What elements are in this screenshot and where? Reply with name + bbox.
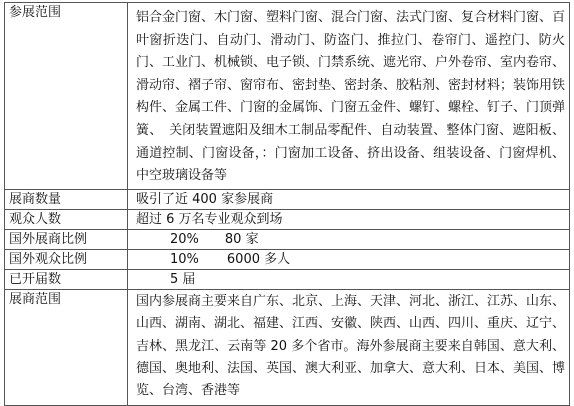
row-value <box>128 269 570 289</box>
exhibitor-count-text: 吸引了近 400 家参展商 <box>128 189 570 209</box>
row-label: 参展范围 <box>5 3 128 190</box>
table-row <box>5 209 570 229</box>
exhibition-info-table <box>4 2 570 406</box>
exhibitor-origin-text: 国内参展商主要来自广东、北京、上海、天津、河北、浙江、江苏、山东、山西、湖南、湖北、福建、江西、安徽、陕西、山西、四川、重庆、辽宁、吉林、黑龙江、云南等 20 多个省市。海外参展商主要来自韩国、意大利、德国、奥地利、法国、英国、澳大利亚、加拿大、意大利、日本、美国、博览、台湾、香港等 <box>136 293 566 399</box>
exhibit-scope-text: 铝合金门窗、木门窗、塑料门窗、混合门窗、法式门窗、复合材料门窗、百叶窗折迭门、自动门、滑动门、防盗门、推拉门、卷帘门、遥控门、防火门、工业门、机械锁、电子锁、门禁系统、遮光帘、户外卷帘、室内卷帘、滑动帘、褶子帘、窗帘布、密封垫、密封条、胶粘剂、密封材料；装饰用铁构件、金属工件、门窗的金属饰、门窗五金件、螺钉、螺栓、钉子、门顶弹簧、 关闭装置遮阳及细木工制品零配件、自动装置、整体门窗、遮阳板、通道控制、门窗设备，：门窗加工设备、挤出设备、组装设备、门窗焊机、中空玻璃设备等 <box>136 10 566 184</box>
row-value <box>128 229 570 249</box>
table-row <box>5 289 570 405</box>
foreign-exhibitor-ratio: 20% <box>170 231 199 247</box>
sessions-held-text: 5 届 <box>170 271 196 287</box>
table-row <box>5 249 570 269</box>
row-value <box>128 249 570 269</box>
row-label: 已开届数 <box>5 269 128 289</box>
row-value <box>128 289 570 405</box>
row-label: 国外观众比例 <box>5 249 128 269</box>
foreign-visitor-ratio: 10% <box>170 251 199 267</box>
visitor-count-text: 超过 6 万名专业观众到场 <box>128 209 570 229</box>
row-value <box>128 3 570 190</box>
table-row <box>5 269 570 289</box>
foreign-exhibitor-count: 80 家 <box>224 231 259 247</box>
row-label: 国外展商比例 <box>5 229 128 249</box>
foreign-visitor-count: 6000 多人 <box>226 251 291 267</box>
row-label: 观众人数 <box>5 209 128 229</box>
table-row <box>5 229 570 249</box>
row-label: 展商数量 <box>5 189 128 209</box>
table-row <box>5 3 570 190</box>
row-label: 展商范围 <box>5 289 128 405</box>
table-row <box>5 189 570 209</box>
